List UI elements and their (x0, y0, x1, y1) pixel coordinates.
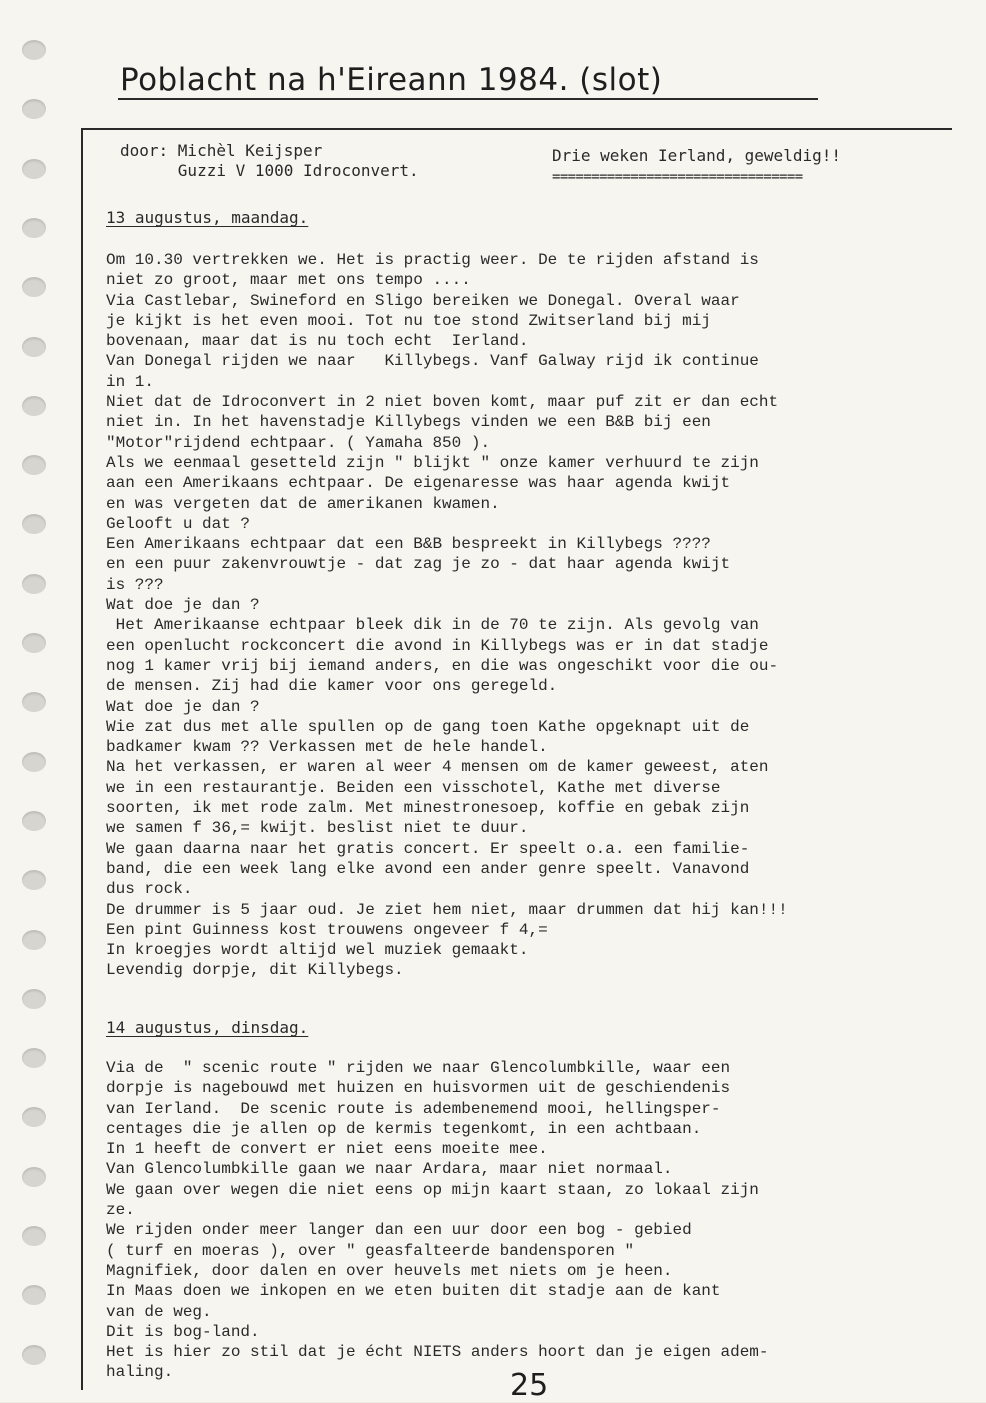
text-line: "Motor"rijdend echtpaar. ( Yamaha 850 ). (106, 433, 491, 452)
page-number: 25 (510, 1368, 549, 1403)
tagline: Drie weken Ierland, geweldig!! (552, 146, 841, 165)
binder-hole (22, 40, 46, 60)
byline-author: door: Michèl Keijsper (120, 141, 323, 160)
title-underline (118, 98, 818, 100)
text-line: Van Glencolumbkille gaan we naar Ardara, maar niet normaal. (106, 1160, 673, 1179)
text-line: nog 1 kamer vrij bij iemand anders, en die was ongeschikt voor die ou- (106, 656, 779, 675)
text-line: van Ierland. De scenic route is adembenemend mooi, hellingsper- (106, 1099, 721, 1118)
text-line: Levendig dorpje, dit Killybegs. (106, 961, 404, 980)
text-line: De drummer is 5 jaar oud. Je ziet hem niet, maar drummen dat hij kan!!! (106, 900, 788, 919)
section-heading-14-august: 14 augustus, dinsdag. (106, 1018, 309, 1037)
text-line: dus rock. (106, 880, 193, 899)
section-body-13-august (106, 250, 966, 981)
text-line: en een puur zakenvrouwtje - dat zag je zo - dat haar agenda kwijt (106, 555, 731, 574)
binder-hole (22, 930, 46, 950)
binder-hole (22, 692, 46, 712)
binder-hole (22, 514, 46, 534)
text-line: Wat doe je dan ? (106, 697, 260, 716)
text-line: band, die een week lang elke avond een ander genre speelt. Vanavond (106, 859, 750, 878)
text-line: Dit is bog-land. (106, 1322, 260, 1341)
text-line: we samen f 36,= kwijt. beslist niet te duur. (106, 819, 529, 838)
text-line: In 1 heeft de convert er niet eens moeite mee. (106, 1140, 548, 1159)
text-line: Niet dat de Idroconvert in 2 niet boven komt, maar puf zit er dan echt (106, 393, 779, 412)
tagline-underline: ================================ (552, 169, 803, 185)
horizontal-rule (82, 128, 952, 130)
text-line: Een Amerikaans echtpaar dat een B&B bespreekt in Killybegs ???? (106, 535, 711, 554)
article-title: Poblacht na h'Eireann 1984. (slot) (120, 62, 663, 98)
text-line: Wat doe je dan ? (106, 596, 260, 615)
text-line: In Maas doen we inkopen en we eten buiten dit stadje aan de kant (106, 1282, 721, 1301)
text-line: In kroegjes wordt altijd wel muziek gemaakt. (106, 941, 529, 960)
text-line: je kijkt is het even mooi. Tot nu toe stond Zwitserland bij mij (106, 311, 711, 330)
text-line: Het is hier zo stil dat je écht NIETS anders hoort dan je eigen adem- (106, 1343, 769, 1362)
section-body-14-august (106, 1058, 966, 1383)
text-line: Het Amerikaanse echtpaar bleek dik in de 70 te zijn. Als gevolg van (106, 616, 759, 635)
text-line: in 1. (106, 372, 155, 391)
binder-hole (22, 1345, 46, 1365)
text-line: Magnifiek, door dalen en over heuvels met niets om je heen. (106, 1261, 673, 1280)
binder-hole (22, 159, 46, 179)
binder-hole (22, 1107, 46, 1127)
text-line: is ??? (106, 575, 164, 594)
text-line: van de weg. (106, 1302, 212, 1321)
text-line: Om 10.30 vertrekken we. Het is practig weer. De te rijden afstand is (106, 251, 759, 269)
binder-hole (22, 870, 46, 890)
binder-hole (22, 1285, 46, 1305)
binder-hole (22, 218, 46, 238)
byline (120, 141, 419, 181)
text-line: dorpje is nagebouwd met huizen en huisvormen uit de geschiendenis (106, 1079, 731, 1098)
binder-hole (22, 989, 46, 1009)
binder-hole (22, 811, 46, 831)
text-line: centages die je allen op de kermis tegenkomt, in een achtbaan. (106, 1119, 702, 1138)
text-line: soorten, ik met rode zalm. Met minestronesoep, koffie en gebak zijn (106, 799, 750, 818)
text-line: Via de " scenic route " rijden we naar Glencolumbkille, waar een (106, 1059, 731, 1077)
byline-bike: Guzzi V 1000 Idroconvert. (120, 161, 419, 180)
binder-hole (22, 99, 46, 119)
text-line: Als we eenmaal gesetteld zijn " blijkt " onze kamer verhuurd te zijn (106, 453, 759, 472)
text-line: badkamer kwam ?? Verkassen met de hele handel. (106, 738, 548, 757)
binder-hole (22, 574, 46, 594)
binder-hole (22, 277, 46, 297)
text-line: haling. (106, 1363, 174, 1382)
text-line: ze. (106, 1201, 135, 1220)
text-line: niet in. In het havenstadje Killybegs vinden we een B&B bij een (106, 413, 711, 432)
text-line: Van Donegal rijden we naar Killybegs. Vanf Galway rijd ik continue (106, 352, 759, 371)
text-line: en was vergeten dat de amerikanen kwamen. (106, 494, 500, 513)
text-line: aan een Amerikaans echtpaar. De eigenaresse was haar agenda kwijt (106, 474, 731, 493)
text-line: een openlucht rockconcert die avond in Killybegs was er in dat stadje (106, 636, 769, 655)
text-line: we in een restaurantje. Beiden een visschotel, Kathe met diverse (106, 778, 721, 797)
text-line: bovenaan, maar dat is nu toch echt Ierland. (106, 332, 529, 351)
binder-hole (22, 1167, 46, 1187)
text-line: ( turf en moeras ), over " geasfalteerde bandensporen " (106, 1241, 635, 1260)
text-line: Via Castlebar, Swineford en Sligo bereiken we Donegal. Overal waar (106, 291, 740, 310)
binder-hole (22, 455, 46, 475)
text-line: We gaan daarna naar het gratis concert. Er speelt o.a. een familie- (106, 839, 750, 858)
vertical-rule (81, 128, 83, 1390)
binder-holes (22, 40, 46, 1400)
binder-hole (22, 1048, 46, 1068)
text-line: We rijden onder meer langer dan een uur door een bog - gebied (106, 1221, 692, 1240)
binder-hole (22, 1226, 46, 1246)
binder-hole (22, 633, 46, 653)
binder-hole (22, 337, 46, 357)
text-line: Gelooft u dat ? (106, 514, 251, 533)
text-line: Een pint Guinness kost trouwens ongeveer f 4,= (106, 920, 548, 939)
text-line: We gaan over wegen die niet eens op mijn kaart staan, zo lokaal zijn (106, 1180, 759, 1199)
text-line: de mensen. Zij had die kamer voor ons geregeld. (106, 677, 558, 696)
binder-hole (22, 396, 46, 416)
binder-hole (22, 752, 46, 772)
section-heading-13-august: 13 augustus, maandag. (106, 208, 309, 227)
text-line: Na het verkassen, er waren al weer 4 mensen om de kamer geweest, aten (106, 758, 769, 777)
text-line: niet zo groot, maar met ons tempo .... (106, 271, 471, 290)
text-line: Wie zat dus met alle spullen op de gang toen Kathe opgeknapt uit de (106, 717, 750, 736)
